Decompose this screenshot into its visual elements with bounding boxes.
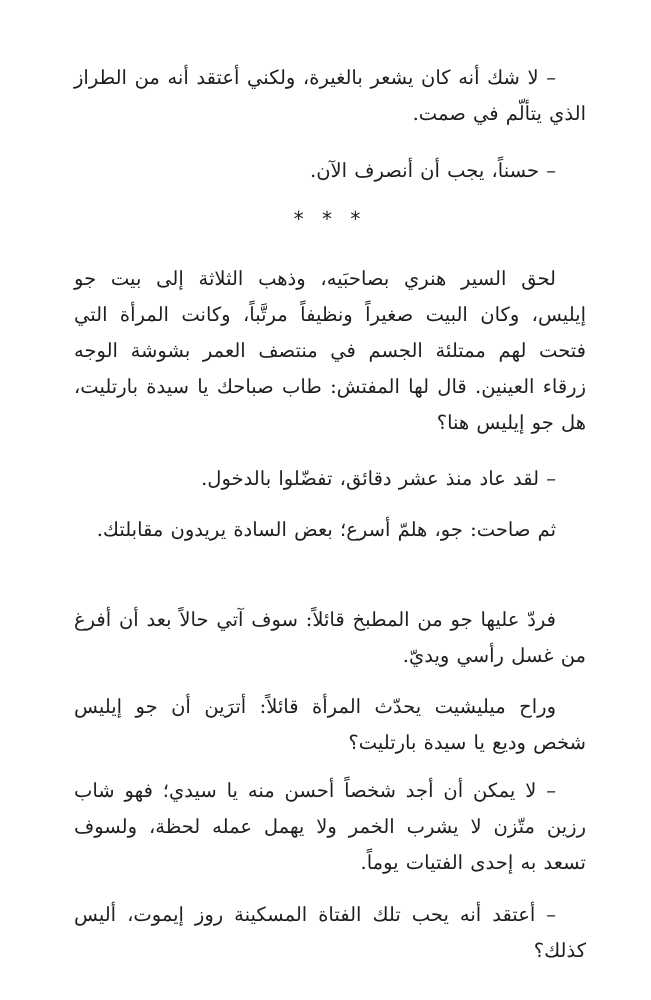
narrative-paragraph: لحق السير هنري بصاحبَيه، وذهب الثلاثة إلى بيت جو إيليس، وكان البيت صغيراً ونظيفاً مرتَّباً، وكانت المرأة التي فتحت لهم ممتلئة الجسم في منتصف العمر بشوشة الوجه زرقاء العينين. قال لها المفتش: طاب صباحك يا سيدة بارتليت، هل جو إيليس هنا؟ — [74, 267, 586, 434]
dialogue-paragraph: – لا يمكن أن أجد شخصاً أحسن منه يا سيدي؛ فهو شاب رزين متّزن لا يشرب الخمر ولا يهمل عمله لحظة، ولسوف تسعد به إحدى الفتيات يوماً. — [74, 779, 586, 874]
section-separator: * * * — [293, 207, 367, 231]
book-page — [74, 0, 586, 1000]
dialogue-paragraph: – حسناً، يجب أن أنصرف الآن. — [310, 159, 556, 182]
dialogue-paragraph: – لا شك أنه كان يشعر بالغيرة، ولكني أعتقد أنه من الطراز الذي يتألّم في صمت. — [74, 66, 586, 125]
narrative-paragraph: وراح ميليشيت يحدّث المرأة قائلاً: أترَين أن جو إيليس شخص وديع يا سيدة بارتليت؟ — [74, 695, 586, 754]
narrative-paragraph: فردّ عليها جو من المطبخ قائلاً: سوف آتي حالاً بعد أن أفرغ من غسل رأسي ويديّ. — [74, 608, 586, 667]
dialogue-paragraph: – أعتقد أنه يحب تلك الفتاة المسكينة روز إيموت، أليس كذلك؟ — [74, 903, 586, 962]
dialogue-paragraph: – لقد عاد منذ عشر دقائق، تفضّلوا بالدخول. — [201, 467, 556, 490]
narrative-paragraph: ثم صاحت: جو، هلمّ أسرع؛ بعض السادة يريدون مقابلتك. — [96, 518, 556, 541]
